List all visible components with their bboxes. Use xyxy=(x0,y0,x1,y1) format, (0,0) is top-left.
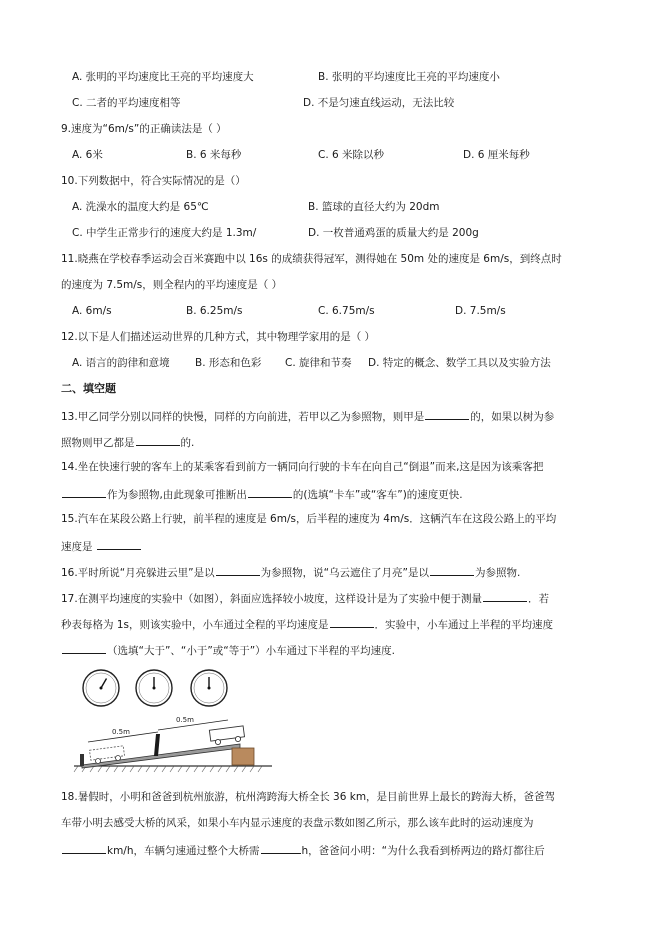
q13-blank-2[interactable] xyxy=(136,434,180,446)
q12-option-d[interactable]: D. 特定的概念、数学工具以及实验方法 xyxy=(368,357,551,369)
incline-experiment-figure xyxy=(72,664,282,776)
label-lower-distance: 0.5m xyxy=(176,716,194,724)
q13-line2 xyxy=(61,434,194,450)
q18-text-4: h，爸爸问小明：“为什么我看到桥两边的路灯都往后 xyxy=(301,845,545,857)
q17-text-5: （选填“大于”、“小于”或“等于”）小车通过下半程的平均速度. xyxy=(107,645,395,657)
stopwatch-3 xyxy=(191,670,227,706)
q15-text-2: 速度是 xyxy=(61,541,93,553)
incline-plank xyxy=(82,744,240,768)
q9-stem: 9.速度为“6m/s”的正确读法是（ ） xyxy=(61,123,227,135)
label-upper-distance: 0.5m xyxy=(112,728,130,736)
q15-line2 xyxy=(61,538,142,554)
q13-line1 xyxy=(61,408,554,424)
q9-option-a[interactable]: A. 6米 xyxy=(72,149,103,161)
q18-line3 xyxy=(61,842,545,858)
q16-line1 xyxy=(61,564,520,580)
q15-line1: 15.汽车在某段公路上行驶，前半程的速度是 6m/s，后半程的速度为 4m/s．这辆汽车在这段公路上的平均 xyxy=(61,513,557,525)
q9-option-c[interactable]: C. 6 米除以秒 xyxy=(318,149,385,161)
q17-line2 xyxy=(61,616,553,632)
q14-text-3: 的(选填“卡车”或“客车”)的速度更快. xyxy=(292,489,463,501)
q12-option-b[interactable]: B. 形态和色彩 xyxy=(195,357,262,369)
q11-stem-line1: 11.晓燕在学校春季运动会百米赛跑中以 16s 的成绩获得冠军，测得她在 50m 处的速度是 6m/s，到终点时 xyxy=(61,253,562,265)
q12-option-a[interactable]: A. 语言的韵律和意境 xyxy=(72,357,170,369)
q17-text-4: ．实验中，小车通过上半程的平均速度 xyxy=(374,619,553,631)
q11-option-c[interactable]: C. 6.75m/s xyxy=(318,305,375,317)
q8-option-d[interactable]: D. 不是匀速直线运动，无法比较 xyxy=(303,97,455,109)
q17-blank-1[interactable] xyxy=(483,590,527,602)
q16-blank-2[interactable] xyxy=(430,564,474,576)
q11-option-a[interactable]: A. 6m/s xyxy=(72,305,112,317)
q16-text-1: 16.平时所说“月亮躲进云里”是以 xyxy=(61,567,215,579)
q13-text-3: 照物则甲乙都是 xyxy=(61,437,135,449)
q18-text-3: km/h，车辆匀速通过整个大桥需 xyxy=(107,845,260,857)
q11-option-d[interactable]: D. 7.5m/s xyxy=(455,305,506,317)
q17-text-3: 秒表每格为 1s，则该实验中，小车通过全程的平均速度是 xyxy=(61,619,329,631)
q14-line1: 14.坐在快速行驶的客车上的某乘客看到前方一辆同向行驶的卡车在向自己“倒退”而来,这是因为该乘客把 xyxy=(61,461,544,473)
q13-text-2: 的，如果以树为参 xyxy=(470,411,555,423)
q17-line1 xyxy=(61,590,549,606)
ground-hatching xyxy=(74,766,262,772)
q13-text-1: 13.甲乙同学分别以同样的快慢，同样的方向前进，若甲以乙为参照物，则甲是 xyxy=(61,411,425,423)
q8-option-a[interactable]: A. 张明的平均速度比王亮的平均速度大 xyxy=(72,71,254,83)
q13-blank-1[interactable] xyxy=(425,408,469,420)
q15-blank-1[interactable] xyxy=(97,538,141,550)
q18-blank-1[interactable] xyxy=(62,842,106,854)
end-stop xyxy=(80,754,84,766)
middle-barrier xyxy=(154,734,160,756)
q9-option-b[interactable]: B. 6 米每秒 xyxy=(186,149,242,161)
q11-stem-line2: 的速度为 7.5m/s，则全程内的平均速度是（ ） xyxy=(61,279,283,291)
q16-text-3: 为参照物. xyxy=(474,567,521,579)
q14-line2 xyxy=(61,486,463,502)
support-block xyxy=(232,748,254,765)
q16-blank-1[interactable] xyxy=(216,564,260,576)
q18-blank-2[interactable] xyxy=(261,842,301,854)
q17-text-1: 17.在测平均速度的实验中（如图），斜面应选择较小坡度，这样设计是为了实验中便于测量 xyxy=(61,593,482,605)
q10-option-b[interactable]: B. 篮球的直径大约为 20dm xyxy=(308,201,440,213)
cart-top xyxy=(209,726,244,745)
section-fill-in-title: 二、填空题 xyxy=(61,382,116,395)
q17-blank-2[interactable] xyxy=(330,616,374,628)
q14-blank-2[interactable] xyxy=(248,486,292,498)
q8-option-c[interactable]: C. 二者的平均速度相等 xyxy=(72,97,181,109)
q10-option-d[interactable]: D. 一枚普通鸡蛋的质量大约是 200g xyxy=(308,227,479,239)
q9-option-d[interactable]: D. 6 厘米每秒 xyxy=(463,149,530,161)
q12-option-c[interactable]: C. 旋律和节奏 xyxy=(285,357,352,369)
q12-stem: 12.以下是人们描述运动世界的几种方式，其中物理学家用的是（ ） xyxy=(61,331,376,343)
q17-text-2: ．若 xyxy=(527,593,549,605)
q14-blank-1[interactable] xyxy=(62,486,106,498)
q14-text-2: 作为参照物,由此现象可推断出 xyxy=(107,489,247,501)
q10-option-a[interactable]: A. 洗澡水的温度大约是 65℃ xyxy=(72,201,209,213)
q18-line1: 18.暑假时，小明和爸爸到杭州旅游，杭州湾跨海大桥全长 36 km，是目前世界上最长的跨海大桥，爸爸驾 xyxy=(61,791,556,803)
q10-option-c[interactable]: C. 中学生正常步行的速度大约是 1.3m/ xyxy=(72,227,257,239)
q11-option-b[interactable]: B. 6.25m/s xyxy=(186,305,243,317)
q16-text-2: 为参照物，说“乌云遮住了月亮”是以 xyxy=(260,567,429,579)
q10-stem: 10.下列数据中，符合实际情况的是（） xyxy=(61,175,246,187)
stopwatch-1 xyxy=(83,670,119,706)
q18-line2: 车带小明去感受大桥的风采，如果小车内显示速度的表盘示数如图乙所示，那么该车此时的运动速度为 xyxy=(61,817,534,829)
q13-text-4: 的. xyxy=(180,437,195,449)
q8-option-b[interactable]: B. 张明的平均速度比王亮的平均速度小 xyxy=(318,71,500,83)
q17-line3 xyxy=(61,642,395,658)
q17-blank-3[interactable] xyxy=(62,642,106,654)
stopwatch-2 xyxy=(136,670,172,706)
